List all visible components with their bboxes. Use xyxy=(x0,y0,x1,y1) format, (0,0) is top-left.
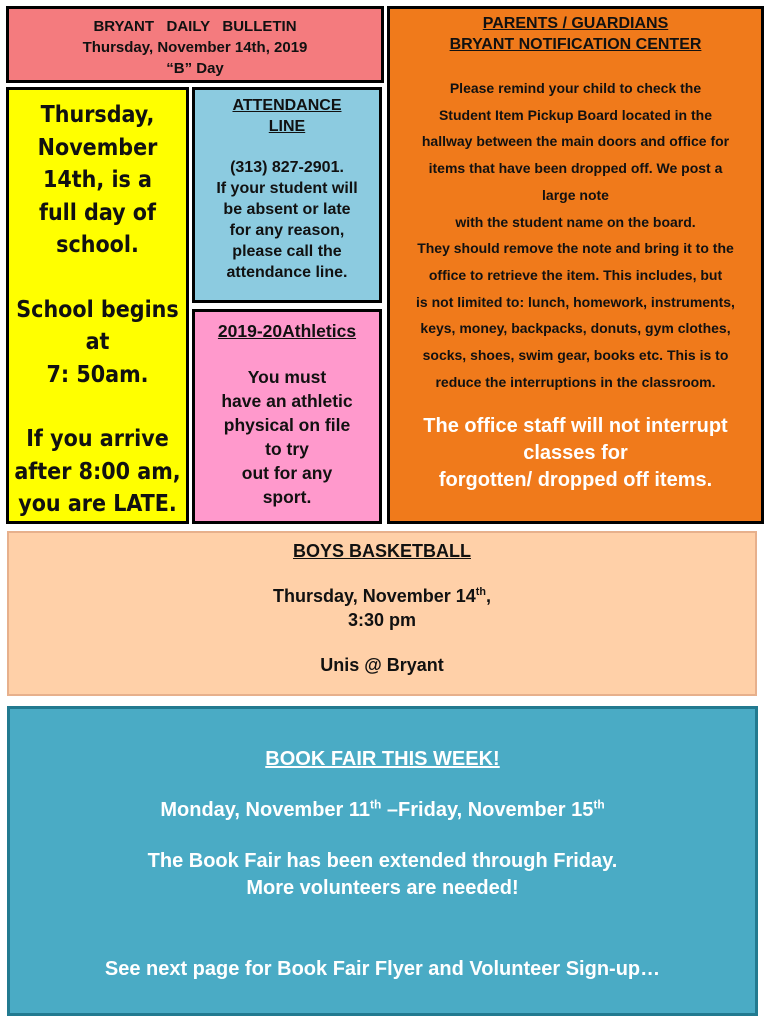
bookfair-start-suffix: th xyxy=(370,797,382,812)
bulletin-title: BRYANT DAILY BULLETIN xyxy=(93,18,297,35)
bulletin-day: “B” Day xyxy=(166,60,224,77)
bulletin-date: Thursday, November 14th, 2019 xyxy=(82,39,308,56)
school-day-line: school. xyxy=(56,232,139,258)
late-notice-line: after 8:00 am, xyxy=(14,458,181,485)
bookfair-end-suffix: th xyxy=(593,797,605,812)
basketball-date-text: Thursday, November 14 xyxy=(273,586,476,606)
attendance-text: for any reason, xyxy=(229,222,345,239)
parents-body xyxy=(390,75,761,395)
attendance-text: attendance line. xyxy=(226,264,348,281)
school-day-line: Thursday, xyxy=(40,102,155,128)
attendance-panel xyxy=(192,87,382,303)
parents-body-line: They should remove the note and bring it to the xyxy=(417,240,734,257)
bookfair-start-date: Monday, November 11 xyxy=(160,799,371,821)
parents-body-line: with the student name on the board. xyxy=(455,213,696,230)
school-day-line: November xyxy=(37,134,158,161)
parents-body-line: hallway between the main doors and office for xyxy=(421,133,730,150)
athletics-title: 2019-20Athletics xyxy=(217,321,357,341)
parents-body-line: Student Item Pickup Board located in the xyxy=(438,106,713,123)
attendance-text: If your student will xyxy=(216,180,358,197)
school-begins-line: at xyxy=(85,329,110,355)
basketball-panel xyxy=(7,531,757,696)
office-notice-line: classes for xyxy=(523,442,628,465)
parents-body-line: reduce the interruptions in the classroom. xyxy=(435,373,716,390)
athletics-text: to try xyxy=(265,439,309,459)
attendance-title: ATTENDANCE xyxy=(232,97,342,114)
bulletin-header xyxy=(6,6,384,83)
parents-title: PARENTS / GUARDIANS xyxy=(482,15,669,32)
attendance-phone: (313) 827-2901. xyxy=(230,159,344,176)
bookfair-footer: See next page for Book Fair Flyer and Volunteer Sign-up… xyxy=(104,958,661,980)
school-begins-time: 7: 50am. xyxy=(46,361,149,388)
parents-body-line: is not limited to: lunch, homework, instruments, xyxy=(416,293,735,310)
bookfair-extended: The Book Fair has been extended through Friday. xyxy=(147,850,618,872)
basketball-time: 3:30 pm xyxy=(347,610,417,630)
parents-body-line: socks, shoes, swim gear, books etc. This is to xyxy=(422,347,729,364)
bookfair-volunteers: More volunteers are needed! xyxy=(246,877,519,899)
parents-body-line: keys, money, backpacks, donuts, gym clothes, xyxy=(420,320,731,337)
basketball-match: Unis @ Bryant xyxy=(320,655,444,675)
parents-body-line: items that have been dropped off. We post a xyxy=(428,160,723,177)
basketball-date-suffix: th xyxy=(475,586,486,598)
attendance-text: be absent or late xyxy=(223,201,351,218)
athletics-text: You must xyxy=(247,367,327,387)
parents-body-line: office to retrieve the item. This includes, but xyxy=(428,266,723,283)
attendance-title: LINE xyxy=(268,118,306,135)
school-begins-line: School begins xyxy=(16,296,179,323)
basketball-date-comma: , xyxy=(485,586,491,606)
bookfair-dates xyxy=(10,797,755,824)
attendance-text: please call the xyxy=(232,243,342,260)
bookfair-end-date: –Friday, November 15 xyxy=(381,799,594,821)
athletics-panel xyxy=(192,309,382,524)
parents-subtitle: BRYANT NOTIFICATION CENTER xyxy=(449,36,702,53)
late-notice-line: you are LATE. xyxy=(18,491,177,517)
athletics-text: have an athletic xyxy=(221,391,353,411)
basketball-date xyxy=(9,584,755,608)
athletics-text: out for any xyxy=(241,463,333,483)
parents-body-line: Please remind your child to check the xyxy=(449,80,702,96)
school-day-line: 14th, is a xyxy=(42,167,153,193)
office-notice-line: forgotten/ dropped off items. xyxy=(438,469,713,492)
parents-notification-panel xyxy=(387,6,764,524)
late-notice-line: If you arrive xyxy=(26,426,169,452)
school-day-line: full day of xyxy=(38,199,157,226)
parents-body-line: large note xyxy=(542,186,609,203)
bookfair-panel xyxy=(7,706,758,1016)
athletics-text: physical on file xyxy=(223,415,351,435)
athletics-text: sport. xyxy=(262,487,312,507)
office-notice-line: The office staff will not interrupt xyxy=(423,415,728,438)
basketball-title: BOYS BASKETBALL xyxy=(292,541,471,561)
school-day-panel xyxy=(6,87,189,524)
office-notice xyxy=(390,413,761,494)
bookfair-title: BOOK FAIR THIS WEEK! xyxy=(265,748,500,770)
